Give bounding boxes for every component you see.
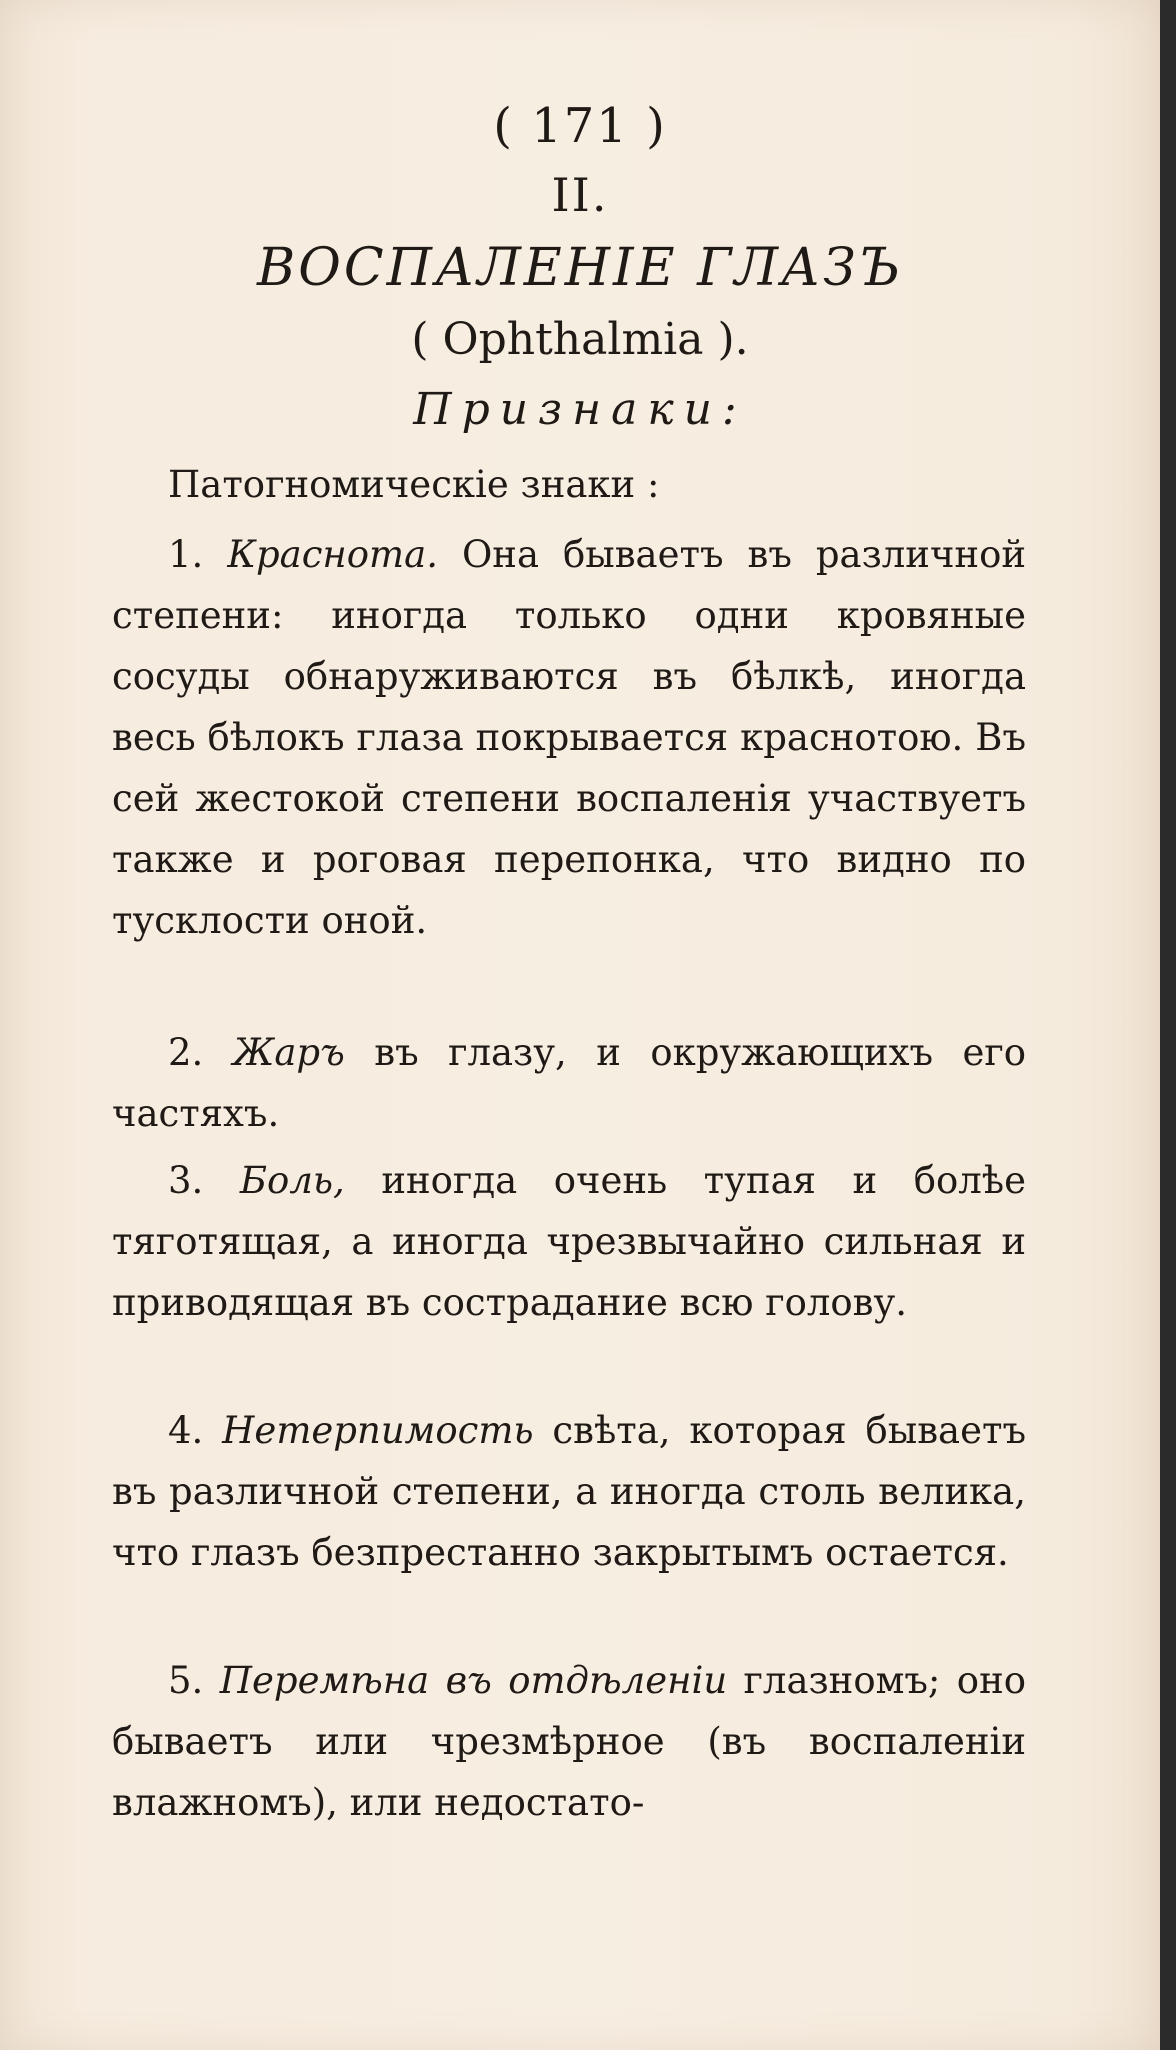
symptom-number: 4. (168, 1409, 204, 1452)
symptom-paragraph-2 (112, 1022, 1026, 1144)
symptom-term: Краснота. (227, 533, 438, 576)
section-number: II. (551, 168, 609, 222)
signs-heading: Признаки: (413, 384, 747, 435)
latin-title: ( Ophthalmia ). (411, 314, 749, 365)
symptom-term: Перемѣна въ отдѣленіи (219, 1659, 728, 1702)
symptom-number: 2. (168, 1031, 204, 1074)
symptom-paragraph-1 (112, 524, 1026, 951)
symptom-paragraph-4 (112, 1400, 1026, 1583)
symptom-term: Нетерпимость (222, 1409, 534, 1452)
symptom-text: свѣта, которая бываетъ въ различной степени, а иногда столь велика, что глазъ безпрестанно закрытымъ остается. (112, 1409, 1026, 1574)
symptom-number: 5. (168, 1659, 204, 1702)
intro-line: Патогномическіе знаки : (168, 463, 660, 506)
symptom-paragraph-5 (112, 1650, 1026, 1833)
symptom-number: 3. (168, 1159, 204, 1202)
symptom-paragraph-3 (112, 1150, 1026, 1333)
symptom-term: Жаръ (232, 1031, 345, 1074)
symptom-term: Боль, (239, 1159, 345, 1202)
scan-edge (1160, 0, 1176, 2050)
symptom-text: въ глазу, и окружающихъ его частяхъ. (112, 1031, 1027, 1135)
symptom-text: глазномъ; оно бываетъ или чрезмѣрное (въ воспаленіи влажномъ), или недостато- (112, 1659, 1027, 1824)
page-number: ( 171 ) (493, 98, 667, 154)
symptom-text: Она бываетъ въ различной степени: иногда только одни кровяные сосуды обнаруживаются въ бѣлкѣ, иногда весь бѣлокъ глаза покрывается краснотою. Въ сей жестокой степени воспаленія участвуетъ также и роговая перепонка, что видно по тусклости оной. (112, 533, 1027, 942)
symptom-text: иногда очень тупая и болѣе тяготящая, а иногда чрезвычайно сильная и приводящая въ сострадание всю голову. (112, 1159, 1026, 1324)
symptom-number: 1. (168, 533, 204, 576)
chapter-title: ВОСПАЛЕНІЕ ГЛАЗЪ (257, 238, 903, 298)
